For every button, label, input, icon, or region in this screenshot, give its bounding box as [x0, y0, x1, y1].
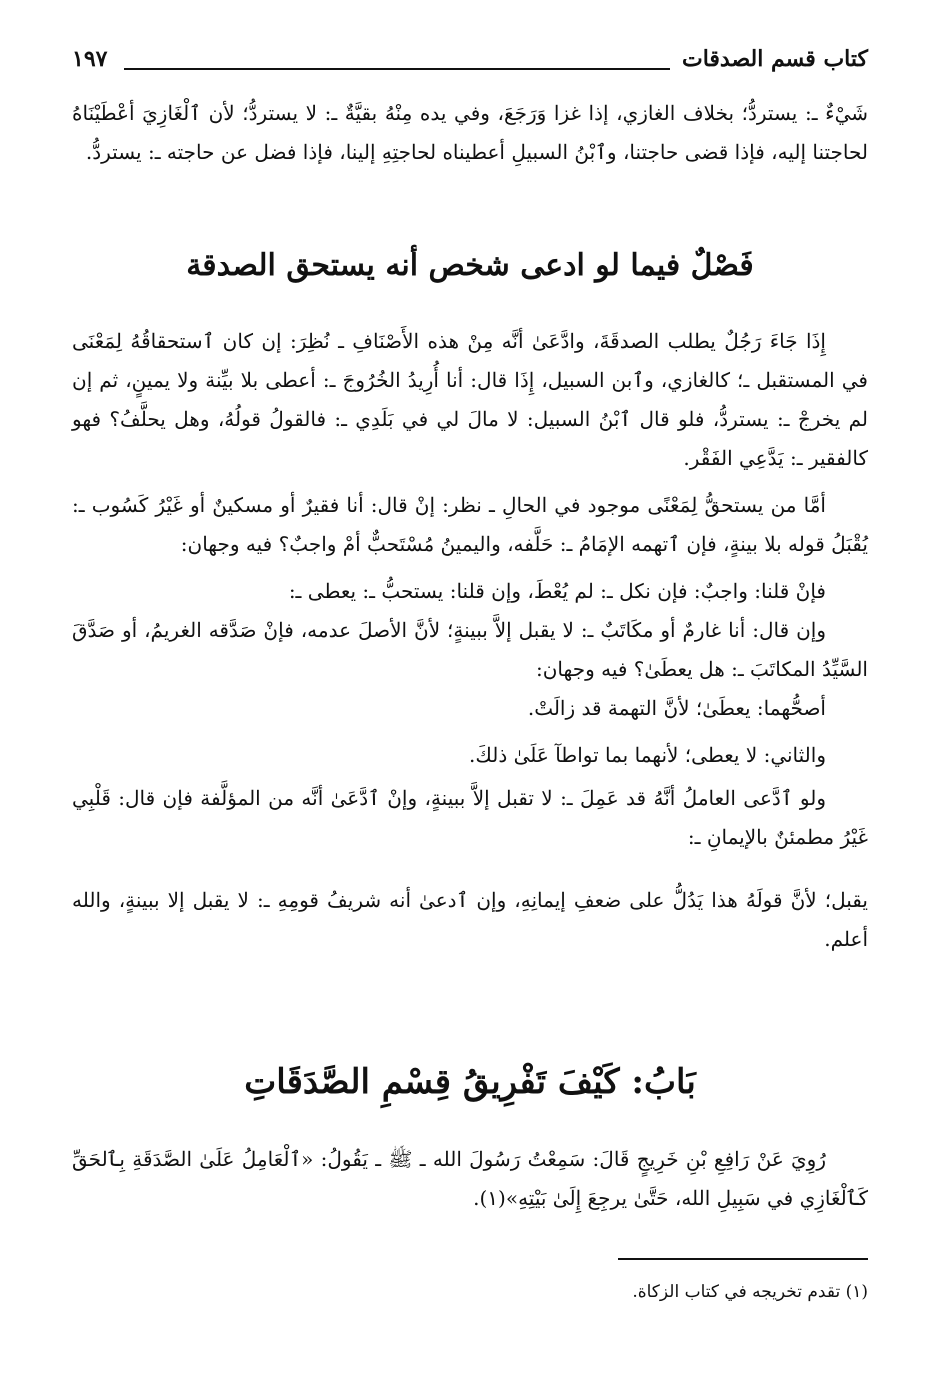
paragraph: فإنْ قلنا: واجبٌ: فإن نكل ـ: لم يُعْطَ، وإن قلنا: يستحبُّ ـ: يعطى ـ:: [288, 579, 826, 603]
paragraph: وإن قال: أنا غارمٌ أو مكَاتَبٌ ـ: لا يقبل إلاَّ ببينةٍ؛ لأنَّ الأصلَ عدمه، فإنْ صَدَّقه الغريمُ، أو صَدَّقَ السَّيِّدُ المكاتَبَ ـ: هل يعطَىٰ؟ فيه وجهان:: [72, 618, 868, 681]
running-header: [72, 44, 868, 84]
footnote: (١) تقدم تخريجه في كتاب الزكاة.: [632, 1282, 868, 1302]
paragraph: أصحُّهما: يعطَىٰ؛ لأنَّ التهمة قد زالَتْ.: [527, 696, 826, 720]
hadith-block: [72, 1140, 868, 1218]
header-title: كتاب قسم الصدقات: [681, 46, 868, 72]
header-rule: [124, 68, 670, 70]
hadith-paragraph: رُوِيَ عَنْ رَافِعِ بْنِ خَرِيجٍ قَالَ: سَمِعْتُ رَسُولَ الله ـ ﷺ ـ يَقُولُ: «ٱلْعَامِلُ عَلَىٰ الصَّدَقَةِ بِٱلحَقِّ كَٱلْغَازِي في سَبِيلِ الله، حَتَّىٰ يرجِعَ إِلَىٰ بَيْتِهِ»(١).: [72, 1147, 868, 1210]
paragraph: إِذَا جَاءَ رَجُلٌ يطلب الصدقَةَ، وادَّعَىٰ أنَّه مِنْ هذه الأَصْنَافِ ـ نُظِرَ: إن كان ٱستحقاقُهُ لِمَعْنَى في المستقبل ـ؛ كالغازي، وٱبن السبيل، إِذَا قال: أنا أُرِيدُ الخُرُوجَ ـ: أعطى بلا بيِّنة ولا يمينٍ، ثم إن لم يخرجْ ـ: يستردُّ، فلو قال ٱبْنُ السبيل: لا مالَ لي في بَلَدِي ـ: فالقولُ قولُهُ، وهل يحلَّفُ؟ فهو كالفقير ـ: يَدَّعِي الفَقْر.: [72, 329, 868, 470]
paragraph: ولو ٱدَّعى العاملُ أنَّهُ قد عَمِلَ ـ: لا تقبل إلاَّ ببينةٍ، وإنْ ٱدَّعَىٰ أنَّه من المؤلَّفة فإن قال: قَلْبِي غَيْرُ مطمئنٌ بالإيمانِ ـ:: [72, 786, 868, 849]
paragraph: يقبل؛ لأنَّ قولَهُ هذا يَدُلُّ على ضعفِ إيمانِهِ، وإن ٱدعىٰ أنه شريفُ قومِهِ ـ: لا يقبل إلا ببينةٍ، والله أعلم.: [72, 888, 868, 951]
chapter-heading: بَابُ: كَيْفَ تَفْرِيقُ قِسْمِ الصَّدَقَاتِ: [244, 1062, 696, 1102]
paragraph: والثاني: لا يعطى؛ لأنهما بما تواطآ عَلَىٰ ذلكَ.: [469, 743, 826, 767]
opening-paragraph-block: [72, 94, 868, 172]
page-number: ١٩٧: [72, 46, 108, 72]
section-body: [72, 322, 868, 959]
paragraph: شَيْءٌ ـ: يستردُّ؛ بخلاف الغازي، إذا غزا وَرَجَعَ، وفي يده مِنْهُ بقيَّةٌ ـ: لا يستردُّ؛ لأن ٱلْغَازِيَ أعْطَيْنَاهُ لحاجتنا إليه، فإذا قضى حاجتنا، وٱبْنُ السبيلِ أعطيناه لحاجتِهِ إلينا، فإذا فضل عن حاجته ـ: يستردُّ.: [72, 101, 868, 164]
footnote-rule: [618, 1258, 868, 1260]
section-heading: فَصْلٌ فيما لو ادعى شخص أنه يستحق الصدقة: [186, 248, 754, 283]
paragraph: أمَّا من يستحقُّ لِمَعْنًى موجود في الحالِ ـ نظر: إنْ قال: أنا فقيرٌ أو مسكينٌ أو غَيْرُ كَسُوب ـ: يُقْبَلُ قوله بلا بينةٍ، فإن ٱتهمه الإمَامُ ـ: حَلَّفه، واليمينُ مُسْتَحبٌّ أمْ واجبٌ؟ فيه وجهان:: [72, 493, 868, 556]
